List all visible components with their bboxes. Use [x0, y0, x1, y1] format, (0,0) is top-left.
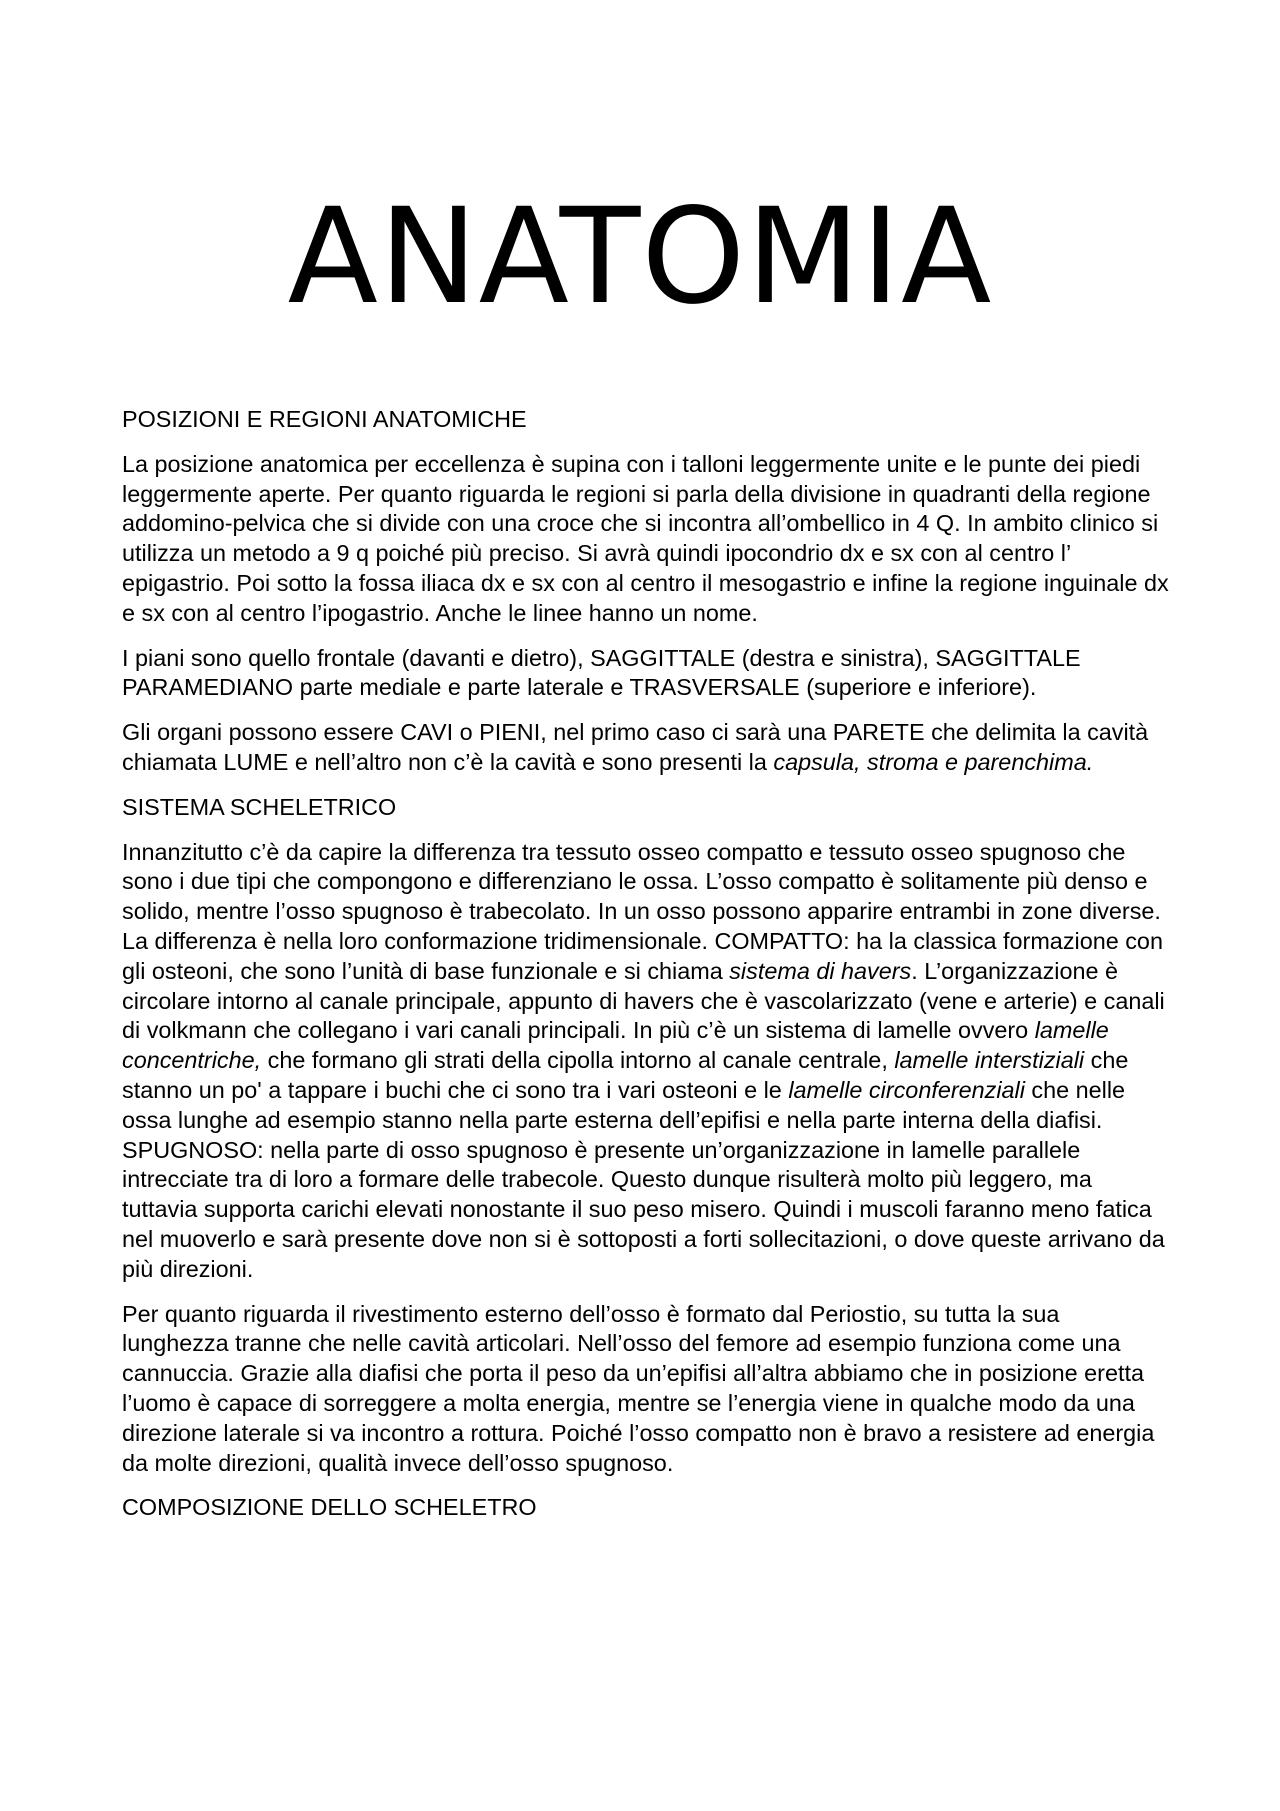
document-body — [122, 405, 1172, 1538]
text-run: che stanno un po' a tappare i buchi che ci sono tra i vari osteoni e le — [122, 1047, 1129, 1103]
italic-text-run: lamelle concentriche, — [122, 1017, 1109, 1074]
italic-text-run: capsula, stroma e parenchima. — [773, 748, 1094, 775]
text-run: Innanzitutto c’è da capire la differenza tra tessuto osseo compatto e tessuto osseo spugnoso che sono i due tipi che compongono e differenziano le ossa. L’osso compatto è solitamente più denso e solido, mentre l’osso spugnoso è trabecolato. In un osso possono apparire entrambi in zone diverse. La differenza è nella loro conformazione tridimensionale. COMPATTO: ha la classica formazione con gli osteoni, che sono l’unità di base funzionale e si chiama — [122, 838, 1163, 984]
text-run: I piani sono quello frontale (davanti e dietro), SAGGITTALE (destra e sinistra), SAGGITTALE PARAMEDIANO parte mediale e parte laterale e TRASVERSALE (superiore e inferiore). — [122, 644, 1081, 701]
text-run: La posizione anatomica per eccellenza è supina con i talloni leggermente unite e le punte dei piedi leggermente aperte. Per quanto riguarda le regioni si parla della divisione in quadranti della regione addomino-pelvica che si divide con una croce che si incontra all’ombellico in 4 Q. In ambito clinico si utilizza un metodo a 9 q poiché più preciso. Si avrà quindi ipocondrio dx e sx con al centro l’ epigastrio. Poi sotto la fossa iliaca dx e sx con al centro il mesogastrio e infine la regione inguinale dx e sx con al centro l’ipogastrio. Anche le linee hanno un nome. — [122, 450, 1169, 626]
paragraph — [122, 1300, 1172, 1479]
paragraph — [122, 718, 1172, 778]
text-run: che nelle ossa lunghe ad esempio stanno nella parte esterna dell’epifisi e nella parte interna della diafisi. SPUGNOSO: nella parte di osso spugnoso è presente un’organizzazione in lamelle parallele intrecciate tra di loro a formare delle trabecole. Questo dunque risulterà molto più leggero, ma tuttavia supporta carichi elevati nonostante il suo peso misero. Quindi i muscoli faranno meno fatica nel muoverlo e sarà presente dove non si è sottoposti a forti sollecitazioni, o dove queste arrivano da più direzioni. — [122, 1076, 1165, 1282]
paragraph — [122, 450, 1172, 629]
paragraph — [122, 838, 1172, 1285]
paragraph — [122, 644, 1172, 704]
italic-text-run: lamelle interstiziali — [894, 1047, 1085, 1074]
text-run: . L’organizzazione è circolare intorno al canale principale, appunto di havers che è vascolarizzato (vene e arterie) e canali di volkmann che collegano i vari canali principali. In più c’è un sistema di lamelle ovvero — [122, 957, 1165, 1044]
section-heading: SISTEMA SCHELETRICO — [122, 793, 397, 820]
text-run: Per quanto riguarda il rivestimento esterno dell’osso è formato dal Periostio, su tutta la sua lunghezza tranne che nelle cavità articolari. Nell’osso del femore ad esempio funziona come una cannuccia. Grazie alla diafisi che porta il peso da un’epifisi all’altra abbiamo che in posizione eretta l’uomo è capace di sorreggere a molta energia, mentre se l’energia viene in qualche modo da una direzione laterale si va incontro a rottura. Poiché l’osso compatto non è bravo a resistere ad energia da molte direzioni, qualità invece dell’osso spugnoso. — [122, 1300, 1155, 1476]
italic-text-run: sistema di havers — [729, 957, 912, 984]
document-title: ANATOMIA — [287, 180, 993, 334]
italic-text-run: lamelle circonferenziali — [788, 1076, 1025, 1103]
section-heading: POSIZIONI E REGIONI ANATOMICHE — [122, 406, 527, 432]
text-run: Gli organi possono essere CAVI o PIENI, nel primo caso ci sarà una PARETE che delimita la cavità chiamata LUME e nell’altro non c’è la cavità e sono presenti la — [122, 719, 1149, 775]
section-heading: COMPOSIZIONE DELLO SCHELETRO — [122, 1494, 537, 1521]
text-run: che formano gli strati della cipolla intorno al canale centrale, — [261, 1047, 895, 1074]
